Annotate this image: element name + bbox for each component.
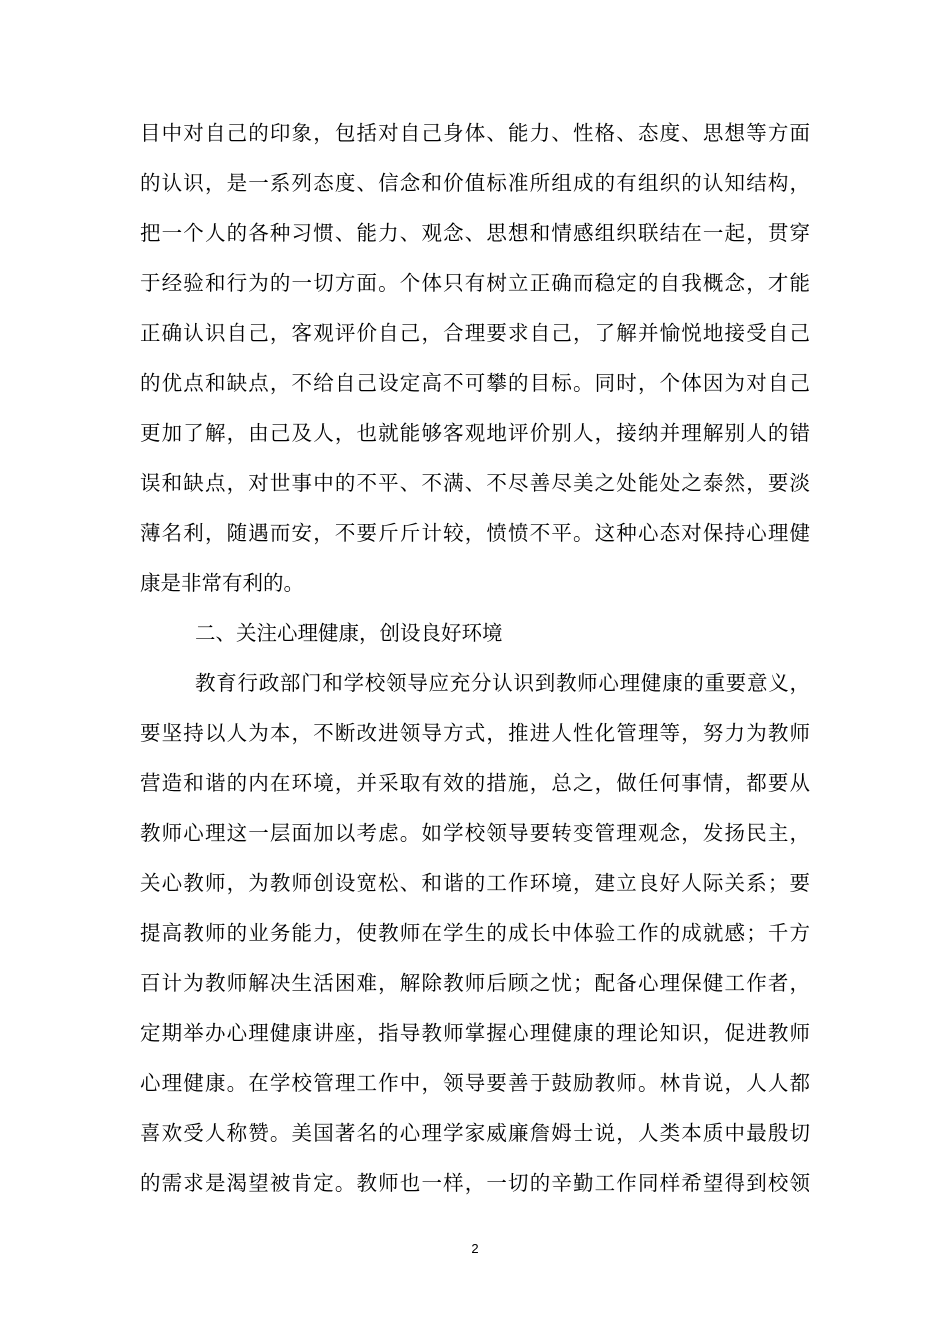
- body-text-line: 的认识，是一系列态度、信念和价值标准所组成的有组织的认知结构，: [140, 171, 810, 195]
- body-text-line: 正确认识自己，客观评价自己，合理要求自己，了解并愉悦地接受自己: [140, 321, 810, 345]
- body-text-line: 把一个人的各种习惯、能力、观念、思想和情感组织联结在一起，贯穿: [140, 221, 810, 245]
- body-text-line: 关心教师，为教师创设宽松、和谐的工作环境，建立良好人际关系；要: [140, 871, 810, 895]
- body-text-line: 教师心理这一层面加以考虑。如学校领导要转变管理观念，发扬民主，: [140, 821, 810, 845]
- section-heading: 二、关注心理健康，创设良好环境: [195, 621, 503, 645]
- body-text-line: 误和缺点，对世事中的不平、不满、不尽善尽美之处能处之泰然，要淡: [140, 471, 810, 495]
- body-text-line: 心理健康。在学校管理工作中，领导要善于鼓励教师。林肯说，人人都: [140, 1071, 810, 1095]
- body-text-line: 康是非常有利的。: [140, 571, 304, 595]
- body-text-line: 更加了解，由己及人，也就能够客观地评价别人，接纳并理解别人的错: [140, 421, 810, 445]
- body-text-line: 百计为教师解决生活困难，解除教师后顾之忧；配备心理保健工作者，: [140, 971, 810, 995]
- body-text-line: 的优点和缺点，不给自己设定高不可攀的目标。同时，个体因为对自己: [140, 371, 810, 395]
- body-text-line: 营造和谐的内在环境，并采取有效的措施，总之，做任何事情，都要从: [140, 771, 810, 795]
- body-text-line: 要坚持以人为本，不断改进领导方式，推进人性化管理等，努力为教师: [140, 721, 810, 745]
- body-text-line: 于经验和行为的一切方面。个体只有树立正确而稳定的自我概念，才能: [140, 271, 810, 295]
- body-text-line: 目中对自己的印象，包括对自己身体、能力、性格、态度、思想等方面: [140, 121, 810, 145]
- body-text-line: 教育行政部门和学校领导应充分认识到教师心理健康的重要意义，: [195, 671, 810, 695]
- body-text-line: 的需求是渴望被肯定。教师也一样，一切的辛勤工作同样希望得到校领: [140, 1171, 810, 1195]
- page-number: 2: [471, 1241, 479, 1256]
- body-text-line: 提高教师的业务能力，使教师在学生的成长中体验工作的成就感；千方: [140, 921, 810, 945]
- body-text-line: 薄名利，随遇而安，不要斤斤计较，愤愤不平。这种心态对保持心理健: [140, 521, 810, 545]
- body-text-line: 定期举办心理健康讲座，指导教师掌握心理健康的理论知识，促进教师: [140, 1021, 810, 1045]
- body-text-line: 喜欢受人称赞。美国著名的心理学家威廉詹姆士说，人类本质中最殷切: [140, 1121, 810, 1145]
